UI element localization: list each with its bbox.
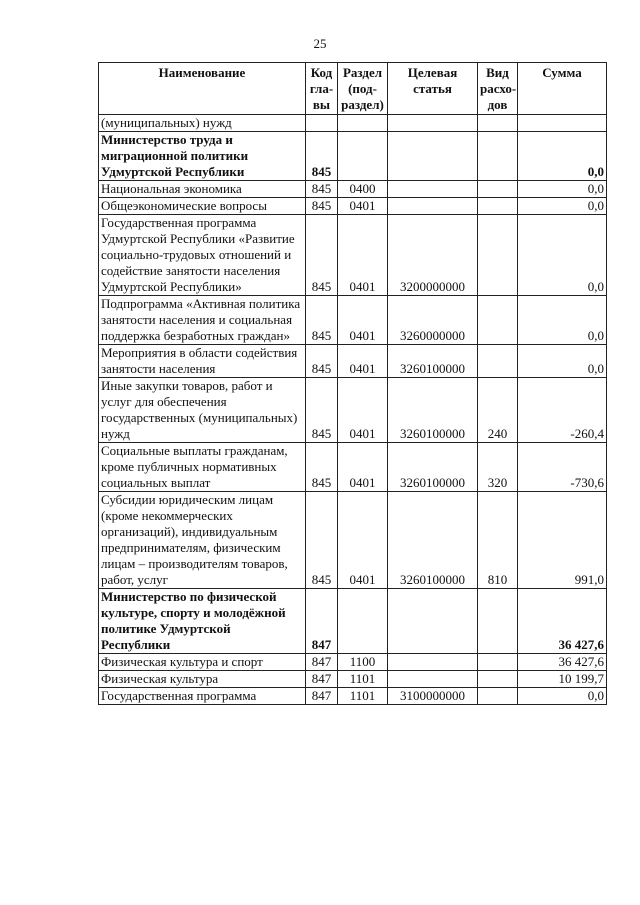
cell-name: Мероприятия в области содействия занятости населения	[99, 345, 306, 378]
cell-name: Подпрограмма «Активная политика занятости населения и социальная поддержка безработных граждан»	[99, 296, 306, 345]
cell-sum: 10 199,7	[518, 671, 607, 688]
cell-target	[388, 132, 478, 181]
header-code: Код гла-вы	[306, 63, 338, 115]
table-row	[99, 589, 607, 654]
cell-sum: -730,6	[518, 443, 607, 492]
cell-sum: 0,0	[518, 296, 607, 345]
cell-kind	[478, 115, 518, 132]
cell-section: 1101	[338, 671, 388, 688]
table-row	[99, 671, 607, 688]
cell-code: 845	[306, 198, 338, 215]
cell-sum: 36 427,6	[518, 654, 607, 671]
cell-name: Государственная программа	[99, 688, 306, 705]
cell-name: Социальные выплаты гражданам, кроме публичных нормативных социальных выплат	[99, 443, 306, 492]
cell-target	[388, 181, 478, 198]
cell-section: 0401	[338, 198, 388, 215]
cell-kind	[478, 654, 518, 671]
cell-section	[338, 115, 388, 132]
cell-code: 847	[306, 688, 338, 705]
cell-target: 3100000000	[388, 688, 478, 705]
cell-name: Физическая культура и спорт	[99, 654, 306, 671]
cell-section: 0401	[338, 215, 388, 296]
header-kind: Вид расхо-дов	[478, 63, 518, 115]
cell-code: 845	[306, 492, 338, 589]
cell-section: 1100	[338, 654, 388, 671]
header-name: Наименование	[99, 63, 306, 115]
cell-section: 1101	[338, 688, 388, 705]
cell-sum: 0,0	[518, 132, 607, 181]
table-row	[99, 443, 607, 492]
cell-code: 845	[306, 378, 338, 443]
table-row	[99, 688, 607, 705]
cell-code: 847	[306, 671, 338, 688]
table-row	[99, 132, 607, 181]
budget-table	[98, 62, 607, 705]
cell-code: 845	[306, 296, 338, 345]
cell-name: Физическая культура	[99, 671, 306, 688]
cell-target	[388, 198, 478, 215]
cell-kind	[478, 589, 518, 654]
cell-kind	[478, 215, 518, 296]
cell-kind	[478, 345, 518, 378]
cell-kind	[478, 671, 518, 688]
page-number: 25	[313, 36, 327, 51]
cell-sum	[518, 115, 607, 132]
cell-kind: 320	[478, 443, 518, 492]
cell-sum: 991,0	[518, 492, 607, 589]
cell-name: Министерство по физической культуре, спорту и молодёжной политике Удмуртской Республики	[99, 589, 306, 654]
cell-section: 0401	[338, 492, 388, 589]
table-row	[99, 345, 607, 378]
cell-sum: 0,0	[518, 215, 607, 296]
cell-kind	[478, 132, 518, 181]
header-row	[99, 63, 607, 115]
cell-target: 3260100000	[388, 443, 478, 492]
cell-kind	[478, 198, 518, 215]
cell-sum: 0,0	[518, 688, 607, 705]
cell-sum: 0,0	[518, 181, 607, 198]
cell-target	[388, 115, 478, 132]
table-body	[99, 115, 607, 705]
cell-kind: 810	[478, 492, 518, 589]
cell-target: 3260000000	[388, 296, 478, 345]
cell-code: 845	[306, 132, 338, 181]
cell-sum: 0,0	[518, 198, 607, 215]
cell-target	[388, 671, 478, 688]
header-section: Раздел (под-раздел)	[338, 63, 388, 115]
cell-code: 845	[306, 443, 338, 492]
table-row	[99, 378, 607, 443]
cell-kind: 240	[478, 378, 518, 443]
cell-section: 0401	[338, 296, 388, 345]
cell-section: 0401	[338, 345, 388, 378]
table-row	[99, 492, 607, 589]
cell-section: 0401	[338, 378, 388, 443]
cell-name: Общеэкономические вопросы	[99, 198, 306, 215]
cell-code: 845	[306, 345, 338, 378]
cell-sum: 36 427,6	[518, 589, 607, 654]
cell-section	[338, 132, 388, 181]
cell-kind	[478, 296, 518, 345]
table-row	[99, 181, 607, 198]
cell-code: 847	[306, 589, 338, 654]
table-row	[99, 296, 607, 345]
cell-section	[338, 589, 388, 654]
cell-sum: -260,4	[518, 378, 607, 443]
header-target: Целевая статья	[388, 63, 478, 115]
cell-kind	[478, 688, 518, 705]
table-row	[99, 198, 607, 215]
cell-name: (муниципальных) нужд	[99, 115, 306, 132]
cell-target	[388, 654, 478, 671]
cell-code	[306, 115, 338, 132]
cell-code: 847	[306, 654, 338, 671]
table-row	[99, 115, 607, 132]
cell-name: Государственная программа Удмуртской Республики «Развитие социально-трудовых отношений и содействие занятости населения Удмуртской Республики»	[99, 215, 306, 296]
cell-code: 845	[306, 181, 338, 198]
cell-code: 845	[306, 215, 338, 296]
cell-name: Субсидии юридическим лицам (кроме некоммерческих организаций), индивидуальным предпринимателям, физическим лицам – производителям товаров, работ, услуг	[99, 492, 306, 589]
cell-target: 3260100000	[388, 345, 478, 378]
cell-section: 0401	[338, 443, 388, 492]
cell-name: Министерство труда и миграционной политики Удмуртской Республики	[99, 132, 306, 181]
cell-section: 0400	[338, 181, 388, 198]
cell-sum: 0,0	[518, 345, 607, 378]
table-header	[99, 63, 607, 115]
cell-name: Иные закупки товаров, работ и услуг для обеспечения государственных (муниципальных) нужд	[99, 378, 306, 443]
table-row	[99, 215, 607, 296]
cell-target: 3260100000	[388, 492, 478, 589]
cell-name: Национальная экономика	[99, 181, 306, 198]
cell-kind	[478, 181, 518, 198]
header-sum: Сумма	[518, 63, 607, 115]
cell-target: 3200000000	[388, 215, 478, 296]
table-row	[99, 654, 607, 671]
cell-target	[388, 589, 478, 654]
cell-target: 3260100000	[388, 378, 478, 443]
